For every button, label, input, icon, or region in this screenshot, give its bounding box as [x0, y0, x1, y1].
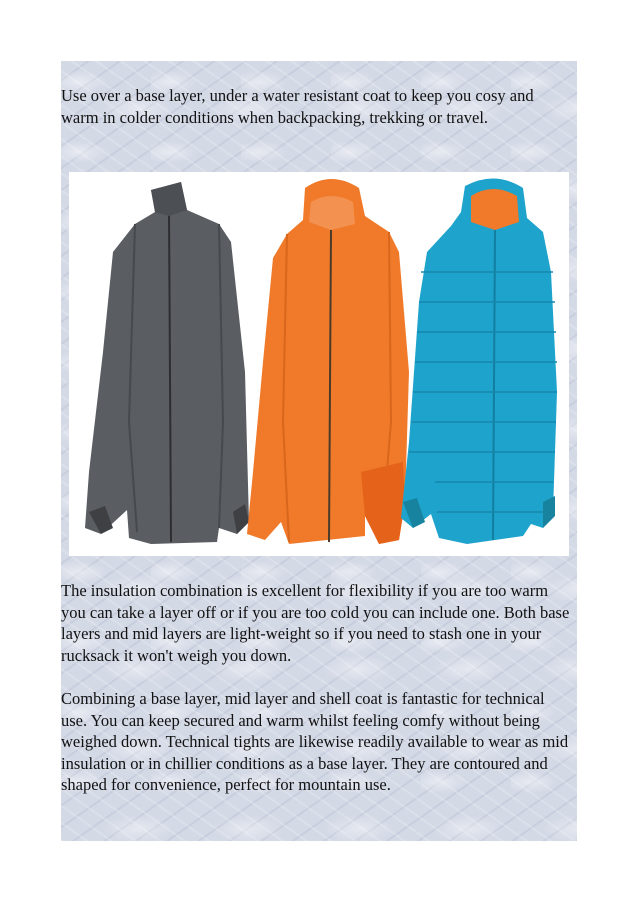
blue-jacket: [401, 178, 557, 544]
document-page: [61, 61, 577, 841]
orange-jacket: [247, 179, 409, 544]
jackets-photo: [69, 172, 569, 556]
grey-jacket: [85, 182, 249, 544]
insulation-paragraph: The insulation combination is excellent for flexibility if you are too warm you can take a layer off or if you are too cold you can include one. Both base layers and mid layers are light-weight so if you need to stash one in your rucksack it won't weigh you down.: [61, 581, 570, 665]
intro-paragraph: Use over a base layer, under a water resistant coat to keep you cosy and warm in colder conditions when backpacking, trekking or travel.: [61, 86, 534, 127]
technical-use-paragraph: Combining a base layer, mid layer and shell coat is fantastic for technical use. You can keep secured and warm whilst feeling comfy without being weighed down. Technical tights are likewise readily available to wear as mid insulation or in chillier conditions as a base layer. They are contoured and shaped for convenience, perfect for mountain use.: [61, 689, 569, 794]
